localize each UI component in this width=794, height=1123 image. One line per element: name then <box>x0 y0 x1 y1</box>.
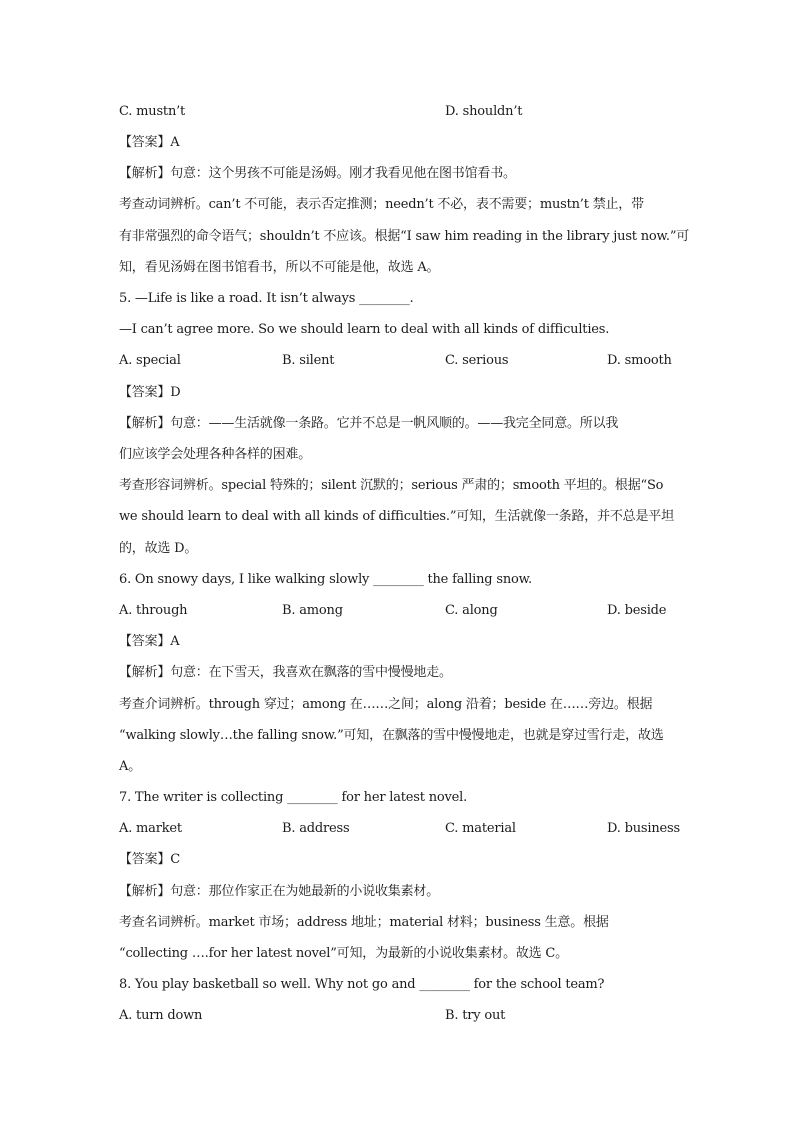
q5-option-d: D. smooth <box>607 353 672 368</box>
q7-stem: 7. The writer is collecting ________ for her latest novel. <box>119 790 468 805</box>
q5-option-c: C. serious <box>445 353 509 368</box>
q5-stem: 5. —Life is like a road. It isn’t always ________. <box>119 291 414 306</box>
q4-option-d: D. shouldn’t <box>445 104 523 119</box>
q5-stem-reply: —I can’t agree more. So we should learn to deal with all kinds of difficulties. <box>119 322 610 337</box>
q4-option-c: C. mustn’t <box>119 104 186 119</box>
q5-analysis-line: 考查形容词辨析。special 特殊的；silent 沉默的；serious 严肃的；smooth 平坦的。根据“So <box>119 478 664 493</box>
q5-answer: 【答案】D <box>119 385 181 400</box>
q7-option-c: C. material <box>445 821 516 836</box>
q6-analysis-line: 考查介词辨析。through 穿过；among 在……之间；along 沿着；beside 在……旁边。根据 <box>119 697 653 712</box>
q8-option-b: B. try out <box>445 1008 506 1023</box>
q4-analysis-line: 考查动词辨析。can’t 不可能，表示否定推测；needn’t 不必，表不需要；mustn’t 禁止，带 <box>119 197 644 212</box>
q4-answer: 【答案】A <box>119 135 180 150</box>
q5-analysis-line: 们应该学会处理各种各样的困难。 <box>119 447 312 462</box>
q7-analysis-line: 【解析】句意：那位作家正在为她最新的小说收集素材。 <box>119 884 440 899</box>
q6-option-a: A. through <box>119 603 188 618</box>
q6-option-d: D. beside <box>607 603 667 618</box>
q6-option-c: C. along <box>445 603 498 618</box>
q8-stem: 8. You play basketball so well. Why not go and ________ for the school team? <box>119 977 605 992</box>
q6-stem: 6. On snowy days, I like walking slowly ________ the falling snow. <box>119 572 532 587</box>
q7-option-a: A. market <box>119 821 182 836</box>
q4-analysis-line: 知，看见汤姆在图书馆看书，所以不可能是他，故选 A。 <box>119 260 440 275</box>
q7-option-d: D. business <box>607 821 680 836</box>
q7-analysis-line: “collecting ….for her latest novel”可知，为最新的小说收集素材。故选 C。 <box>119 946 568 961</box>
q5-analysis-line: 的，故选 D。 <box>119 541 198 556</box>
q6-analysis-line: A。 <box>119 759 141 774</box>
q4-analysis-line: 有非常强烈的命令语气；shouldn’t 不应该。根据“I saw him reading in the library just now.”可 <box>119 229 690 244</box>
q7-answer: 【答案】C <box>119 852 180 867</box>
q5-option-a: A. special <box>119 353 181 368</box>
q4-analysis-meaning: 【解析】句意：这个男孩不可能是汤姆。刚才我看见他在图书馆看书。 <box>119 166 516 181</box>
q7-option-b: B. address <box>282 821 350 836</box>
q5-analysis-line: we should learn to deal with all kinds of difficulties.”可知，生活就像一条路，并不总是平坦 <box>119 509 674 524</box>
q7-analysis-line: 考查名词辨析。market 市场；address 地址；material 材料；business 生意。根据 <box>119 915 609 930</box>
q8-option-a: A. turn down <box>119 1008 203 1023</box>
q6-analysis-line: 【解析】句意：在下雪天，我喜欢在飘落的雪中慢慢地走。 <box>119 665 452 680</box>
q5-option-b: B. silent <box>282 353 335 368</box>
q6-analysis-line: “walking slowly…the falling snow.”可知，在飘落的雪中慢慢地走，也就是穿过雪行走，故选 <box>119 728 664 743</box>
q6-answer: 【答案】A <box>119 634 180 649</box>
q6-option-b: B. among <box>282 603 343 618</box>
q5-analysis-line: 【解析】句意：——生活就像一条路。它并不总是一帆风顺的。——我完全同意。所以我 <box>119 416 619 431</box>
